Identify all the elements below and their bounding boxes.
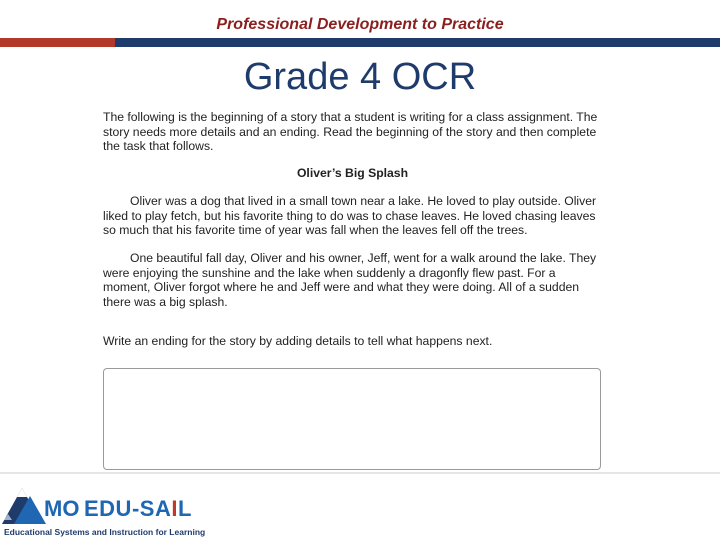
story-paragraph-1: Oliver was a dog that lived in a small town near a lake. He loved to play outside. Oliver liked to play fetch, but his favorite thing to do was to chase leaves. He loved chasing leaves so much that his favorite time of year was fall when the leaves fell off the trees. [103,194,597,237]
header-bar-red [0,38,115,47]
story-paragraph-2: One beautiful fall day, Oliver and his owner, Jeff, went for a walk around the lake. They were enjoying the sunshine and the lake when suddenly a dragonfly flew past. For a moment, Oliver forgot where he and Jeff were and what they were doing. All of a sudden there was a big splash. [103,251,597,309]
story-title: Oliver’s Big Splash [296,166,409,180]
header-title: Professional Development to Practice [216,16,504,33]
intro-text: The following is the beginning of a story that a student is writing for a class assignment. The story needs more details and an ending. Read the beginning of the story and then complete the task that follows. [103,110,598,153]
header-bar [0,38,720,47]
answer-textbox[interactable] [103,368,601,470]
mo-edu-sail-logo [0,478,225,538]
logo-tagline: Educational Systems and Instruction for Learning [4,527,206,537]
document-image [100,108,622,474]
slide-title: Grade 4 OCR [243,56,477,98]
logo-edu-sail-text: EDU-SAIL [84,496,192,521]
footer-divider [0,472,720,474]
header-bar-blue [115,38,720,47]
task-prompt: Write an ending for the story by adding details to tell what happens next. [103,334,493,348]
logo-mo-text: MO [44,496,80,521]
